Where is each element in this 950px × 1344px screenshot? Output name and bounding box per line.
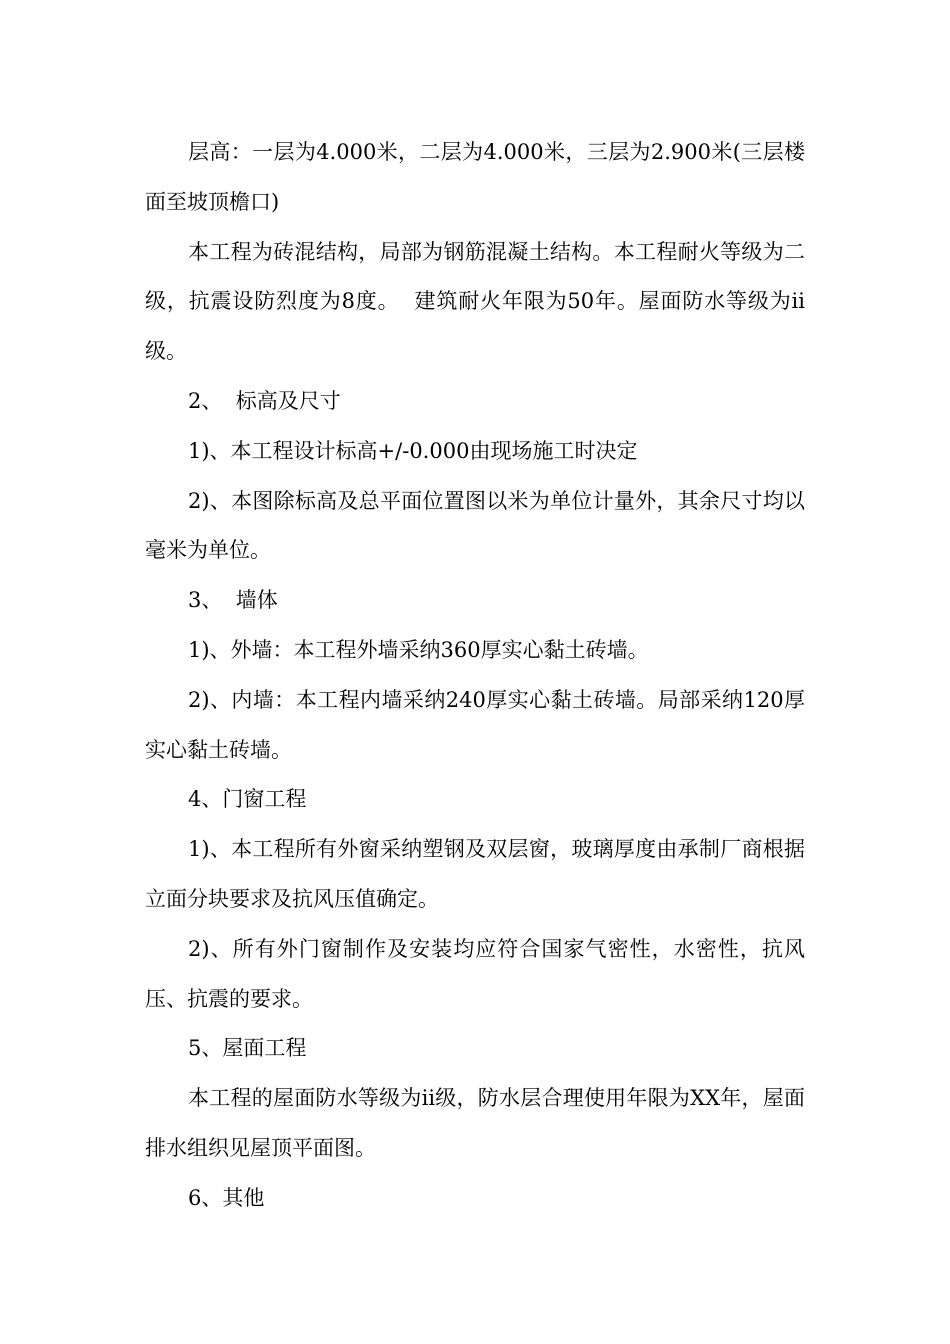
paragraph-walls-2: 2)、内墙：本工程内墙采纳240厚实心黏土砖墙。局部采纳120厚实心黏土砖墙。 — [145, 687, 805, 762]
section-heading-doors-windows: 4、门窗工程 — [188, 787, 307, 812]
paragraph-roof: 本工程的屋面防水等级为ii级，防水层合理使用年限为XX年，屋面排水组织见屋顶平面图。 — [145, 1086, 805, 1160]
paragraph-structure: 本工程为砖混结构，局部为钢筋混凝土结构。本工程耐火等级为二级，抗震设防烈度为8度。 建筑耐火年限为50年。屋面防水等级为ii级。 — [145, 239, 805, 364]
paragraph-walls-1: 1)、外墙：本工程外墙采纳360厚实心黏土砖墙。 — [188, 637, 649, 662]
section-heading-elevation: 2、 标高及尺寸 — [188, 388, 341, 413]
section-heading-walls: 3、 墙体 — [188, 588, 278, 613]
section-heading-other: 6、其他 — [188, 1185, 265, 1210]
paragraph-elevation-2: 2)、本图除标高及总平面位置图以米为单位计量外，其余尺寸均以毫米为单位。 — [145, 488, 805, 563]
paragraph-doors-windows-2: 2)、所有外门窗制作及安装均应符合国家气密性，水密性，抗风压、抗震的要求。 — [145, 936, 805, 1011]
section-heading-roof: 5、屋面工程 — [188, 1036, 307, 1061]
document-page — [145, 128, 805, 1224]
paragraph-floor-height: 层高：一层为4.000米，二层为4.000米，三层为2.900米(三层楼面至坡顶檐口) — [145, 140, 805, 214]
paragraph-elevation-1: 1)、本工程设计标高+/-0.000由现场施工时决定 — [188, 438, 638, 463]
paragraph-doors-windows-1: 1)、本工程所有外窗采纳塑钢及双层窗，玻璃厚度由承制厂商根据立面分块要求及抗风压值确定。 — [145, 837, 805, 911]
